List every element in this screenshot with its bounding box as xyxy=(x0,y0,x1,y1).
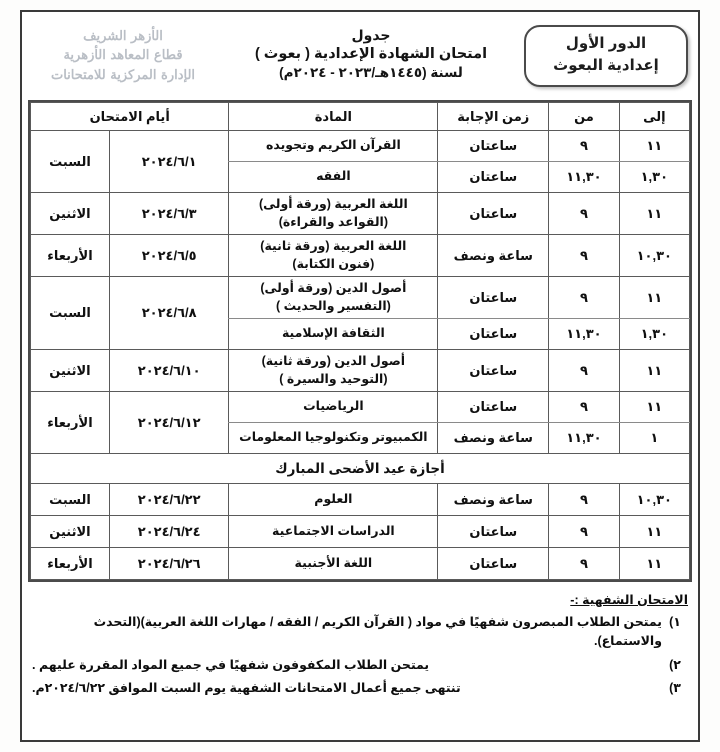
schedule-table-wrapper xyxy=(28,100,692,582)
cell-subject xyxy=(229,484,438,516)
cell-duration: ساعتان xyxy=(438,319,549,350)
cell-subject xyxy=(229,277,438,319)
header-duration: زمن الإجابة xyxy=(438,103,549,131)
round-badge xyxy=(524,25,688,87)
table-row xyxy=(31,548,690,580)
cell-from: ١١,٣٠ xyxy=(549,423,619,454)
cell-subject xyxy=(229,319,438,350)
cell-day: الأربعاء xyxy=(31,548,110,580)
badge-line-2: إعدادية البعوث xyxy=(553,57,659,74)
cell-from: ٩ xyxy=(549,516,619,548)
cell-subject xyxy=(229,392,438,423)
cell-from: ٩ xyxy=(549,277,619,319)
cell-duration: ساعتان xyxy=(438,193,549,235)
header-row xyxy=(31,103,690,131)
cell-to: ١ xyxy=(619,423,689,454)
cell-subject xyxy=(229,350,438,392)
cell-subject xyxy=(229,162,438,193)
cell-from: ٩ xyxy=(549,350,619,392)
cell-duration: ساعة ونصف xyxy=(438,484,549,516)
cell-date: ٢٠٢٤/٦/٥ xyxy=(109,235,228,277)
cell-from: ٩ xyxy=(549,484,619,516)
watermark-line-1: الأزهر الشريف xyxy=(83,28,163,44)
cell-date: ٢٠٢٤/٦/٣ xyxy=(109,193,228,235)
holiday-row xyxy=(31,454,690,484)
cell-to: ١١ xyxy=(619,350,689,392)
cell-to: ١,٣٠ xyxy=(619,162,689,193)
cell-date: ٢٠٢٤/٦/١٠ xyxy=(109,350,228,392)
cell-subject xyxy=(229,235,438,277)
note-item xyxy=(32,613,688,651)
cell-subject xyxy=(229,423,438,454)
cell-to: ١١ xyxy=(619,392,689,423)
cell-duration: ساعتان xyxy=(438,277,549,319)
notes-title: الامتحان الشفهية :- xyxy=(570,593,688,607)
subject-text: الرياضيات xyxy=(303,399,364,414)
title-main: جدول xyxy=(351,26,391,43)
subject-text: القرآن الكريم وتجويده xyxy=(265,138,401,153)
schedule-table xyxy=(30,102,690,580)
subject-text: اللغة الأجنبية xyxy=(294,555,373,570)
title-sub: امتحان الشهادة الإعدادية ( بعوث ) xyxy=(254,45,488,62)
cell-to: ١٠,٣٠ xyxy=(619,235,689,277)
note-item xyxy=(32,679,688,698)
cell-from: ٩ xyxy=(549,193,619,235)
table-row xyxy=(31,277,690,319)
cell-duration: ساعتان xyxy=(438,548,549,580)
watermark-line-3: الإدارة المركزية للامتحانات xyxy=(50,67,196,83)
cell-duration: ساعتان xyxy=(438,392,549,423)
cell-from: ٩ xyxy=(549,131,619,162)
table-row xyxy=(31,516,690,548)
exam-schedule-page xyxy=(20,10,700,742)
cell-day: السبت xyxy=(31,131,110,193)
subject-text: الكمبيوتر وتكنولوجيا المعلومات xyxy=(239,430,428,445)
subject-text: اللغة العربية (ورقة أولى) (القواعد والقراءة) xyxy=(231,196,435,231)
cell-date: ٢٠٢٤/٦/١٢ xyxy=(109,392,228,454)
table-row xyxy=(31,235,690,277)
cell-day: الأربعاء xyxy=(31,235,110,277)
subject-text: أصول الدين (ورقة ثانية) (التوحيد والسيرة ) xyxy=(231,353,435,388)
cell-date: ٢٠٢٤/٦/٢٤ xyxy=(109,516,228,548)
cell-to: ١٠,٣٠ xyxy=(619,484,689,516)
cell-subject xyxy=(229,548,438,580)
document-title xyxy=(218,26,524,87)
cell-from: ١١,٣٠ xyxy=(549,319,619,350)
note-text: يمتحن الطلاب المبصرون شفهيًا في مواد ( القرآن الكريم / الفقه / مهارات اللغة العربية)(التحدث والاستماع). xyxy=(93,615,662,648)
cell-subject xyxy=(229,131,438,162)
note-number: ٢) xyxy=(669,657,681,672)
cell-from: ٩ xyxy=(549,548,619,580)
header-subject: المادة xyxy=(229,103,438,131)
cell-duration: ساعتان xyxy=(438,131,549,162)
badge-line-1: الدور الأول xyxy=(565,35,647,53)
cell-from: ٩ xyxy=(549,235,619,277)
holiday-label: أجازة عيد الأضحى المبارك xyxy=(31,454,690,484)
subject-subtext: (التوحيد والسيرة ) xyxy=(279,371,388,386)
cell-duration: ساعتان xyxy=(438,350,549,392)
subject-subtext: (القواعد والقراءة) xyxy=(278,214,388,229)
table-row xyxy=(31,484,690,516)
cell-date: ٢٠٢٤/٦/٢٦ xyxy=(109,548,228,580)
notes-list xyxy=(32,613,688,698)
header-to: إلى xyxy=(619,103,689,131)
watermark-line-2: قطاع المعاهد الأزهرية xyxy=(63,48,183,64)
note-text: تنتهى جميع أعمال الامتحانات الشفهية يوم السبت الموافق ٢٠٢٤/٦/٢٢م. xyxy=(32,681,461,696)
cell-subject xyxy=(229,193,438,235)
table-row xyxy=(31,350,690,392)
subject-subtext: (فنون الكتابة) xyxy=(292,256,375,271)
table-body xyxy=(31,131,690,580)
document-header xyxy=(22,12,698,100)
cell-duration: ساعة ونصف xyxy=(438,235,549,277)
cell-date: ٢٠٢٤/٦/١ xyxy=(109,131,228,193)
cell-day: الاثنين xyxy=(31,516,110,548)
table-head xyxy=(31,103,690,131)
cell-day: الاثنين xyxy=(31,193,110,235)
note-text: يمتحن الطلاب المكفوفون شفهيًا في جميع المواد المقررة عليهم . xyxy=(32,657,430,672)
cell-to: ١١ xyxy=(619,131,689,162)
cell-from: ١١,٣٠ xyxy=(549,162,619,193)
table-row xyxy=(31,193,690,235)
cell-to: ١,٣٠ xyxy=(619,319,689,350)
cell-day: الأربعاء xyxy=(31,392,110,454)
cell-to: ١١ xyxy=(619,548,689,580)
subject-text: الدراسات الاجتماعية xyxy=(272,523,395,538)
header-from: من xyxy=(549,103,619,131)
table-row xyxy=(31,131,690,162)
subject-text: العلوم xyxy=(314,491,353,506)
cell-duration: ساعتان xyxy=(438,516,549,548)
cell-to: ١١ xyxy=(619,516,689,548)
title-year: لسنة (١٤٤٥هـ/٢٠٢٣ - ٢٠٢٤م) xyxy=(279,65,463,81)
note-number: ١) xyxy=(669,615,681,629)
note-number: ٣) xyxy=(669,681,681,696)
cell-day: السبت xyxy=(31,484,110,516)
header-exam-days: أيام الامتحان xyxy=(31,103,229,131)
table-row xyxy=(31,392,690,423)
cell-day: السبت xyxy=(31,277,110,350)
subject-text: الفقه xyxy=(316,169,351,184)
authority-watermark xyxy=(28,27,218,86)
subject-subtext: (التفسير والحديث ) xyxy=(275,298,391,313)
oral-exam-notes xyxy=(32,592,688,698)
subject-text: أصول الدين (ورقة أولى) (التفسير والحديث ) xyxy=(231,280,435,315)
cell-day: الاثنين xyxy=(31,350,110,392)
cell-to: ١١ xyxy=(619,193,689,235)
cell-date: ٢٠٢٤/٦/٢٢ xyxy=(109,484,228,516)
cell-from: ٩ xyxy=(549,392,619,423)
subject-text: اللغة العربية (ورقة ثانية) (فنون الكتابة) xyxy=(231,238,435,273)
cell-to: ١١ xyxy=(619,277,689,319)
cell-duration: ساعتان xyxy=(438,162,549,193)
note-item xyxy=(32,656,688,675)
cell-subject xyxy=(229,516,438,548)
cell-date: ٢٠٢٤/٦/٨ xyxy=(109,277,228,350)
subject-text: الثقافة الإسلامية xyxy=(281,326,385,341)
cell-duration: ساعة ونصف xyxy=(438,423,549,454)
